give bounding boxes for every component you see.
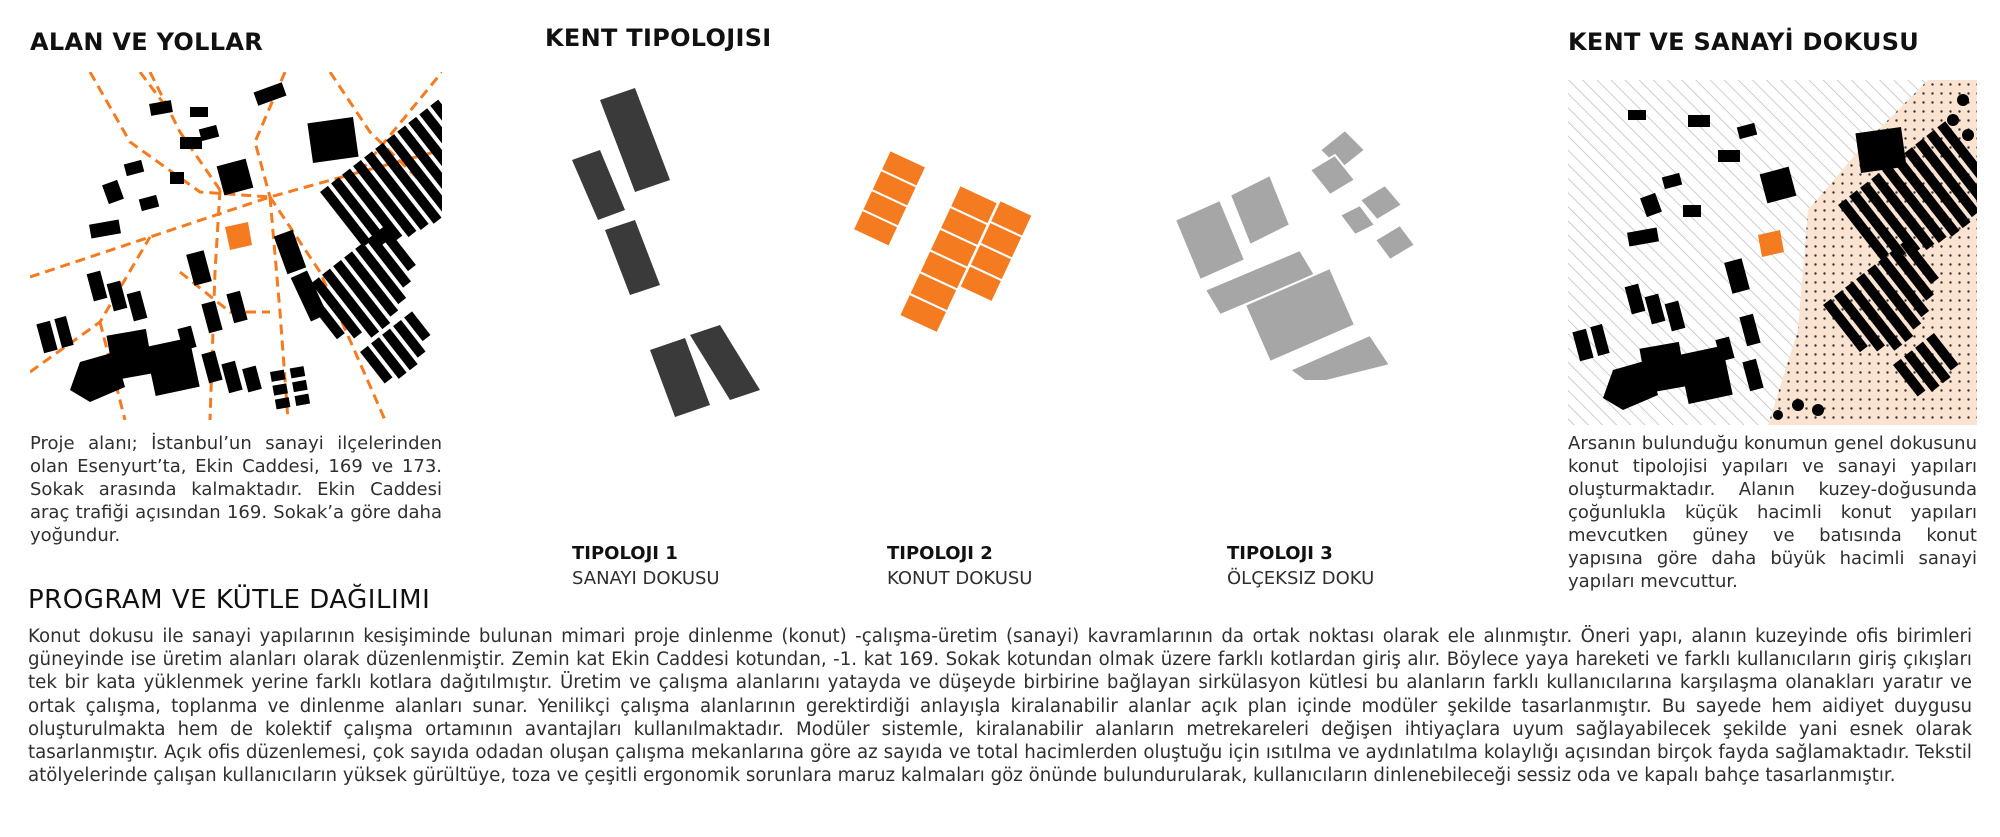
fabric-map — [1568, 80, 1977, 425]
typology-2-diagram — [850, 140, 1060, 370]
program-description: Konut dokusu ile sanayi yapılarının kesişiminde bulunan mimari proje dinlenme (konut) -çalışma-üretim (sanayi) kavramlarının da ortak noktası olarak ele alınmıştır. Öneri yapı, alanın kuzeyinde ofis birimleri güneyinde ise üretim alanları olarak düzenlenmiştir. Zemin kat Ekin Caddesi kotundan, -1. kat 169. Sokak kotundan olmak üzere farklı kotlardan giriş alır. Böylece yaya hareketi ve farklı kullanıcıların giriş çıkışları tek bir kata yüklenmek yerine farklı kotlara dağıtılmıştır. Üretim ve çalışma alanlarını yatayda ve düşeyde birbirine bağlayan sirkülasyon kütlesi bu alanların farklı kullanıcılarına karşılaşma olanakları yaratır ve ortak çalışma, toplanma ve dinlenme alanları sunar. Yenilikçi çalışma alanlarının gerektirdiği anlayışla kiralanabilir alanlar açık plan içinde modüler şekilde tasarlanmıştır. Bu sayede hem aidiyet duygusu oluşturulmakta hem de kolektif çalışma ortamının avantajları kullanılmaktadır. Modüler sistemle, kiralanabilir alanların metrekareleri değişen ihtiyaçlara uyum sağlayabilecek şekilde yani esnek olarak tasarlanmıştır. Açık ofis düzenlemesi, çok sayıda odadan oluşan çalışma mekanlarına göre az sayıda ve total hacimlerden oluştuğu için ısıtılma ve aydınlatılma kolaylığı açısından birçok fayda sağlamaktadır. Tekstil atölyelerinde çalışan kullanıcıların yüksek gürültüye, toza ve çeşitli ergonomik sorunlara maruz kalmaları göz önünde bulundurularak, kullanıcıların dinlenebileceği sessiz oda ve kapalı bahçe tasarlanmıştır. — [28, 626, 1972, 787]
industrial-buildings — [36, 82, 358, 402]
typology-1-name: SANAYI DOKUSU — [572, 568, 720, 589]
typology-3-name: ÖLÇEKSIZ DOKU — [1227, 568, 1375, 589]
typology-2-number: TIPOLOJI 2 — [887, 543, 993, 564]
typology-3-diagram — [1170, 110, 1460, 380]
typology-1-number: TIPOLOJI 1 — [572, 543, 678, 564]
site-title: ALAN VE YOLLAR — [30, 28, 263, 56]
typology-1-diagram — [560, 80, 780, 440]
typology-3-number: TIPOLOJI 3 — [1227, 543, 1333, 564]
program-title: PROGRAM VE KÜTLE DAĞILIMI — [28, 585, 431, 615]
fabric-title: KENT VE SANAYİ DOKUSU — [1568, 28, 1920, 56]
project-site — [225, 222, 252, 250]
typology-2-name: KONUT DOKUSU — [887, 568, 1033, 589]
fabric-description: Arsanın bulunduğu konumun genel dokusunu konut tipolojisi yapıları ve sanayi yapıları oluşturmaktadır. Alanın kuzey-doğusunda çoğunlukla küçük hacimli konut yapıları mevcutken güney ve batısında konut yapısına göre daha büyük hacimli sanayi yapıları mevcuttur. — [1568, 433, 1977, 592]
site-map — [30, 72, 442, 420]
typology-title: KENT TIPOLOJISI — [545, 24, 772, 52]
site-description: Proje alanı; İstanbul’un sanayi ilçelerinden olan Esenyurt’ta, Ekin Caddesi, 169 ve 173. Sokak arasında kalmaktadır. Ekin Caddesi araç trafiği açısından 169. Sokak’a göre daha yoğundur. — [30, 433, 442, 546]
